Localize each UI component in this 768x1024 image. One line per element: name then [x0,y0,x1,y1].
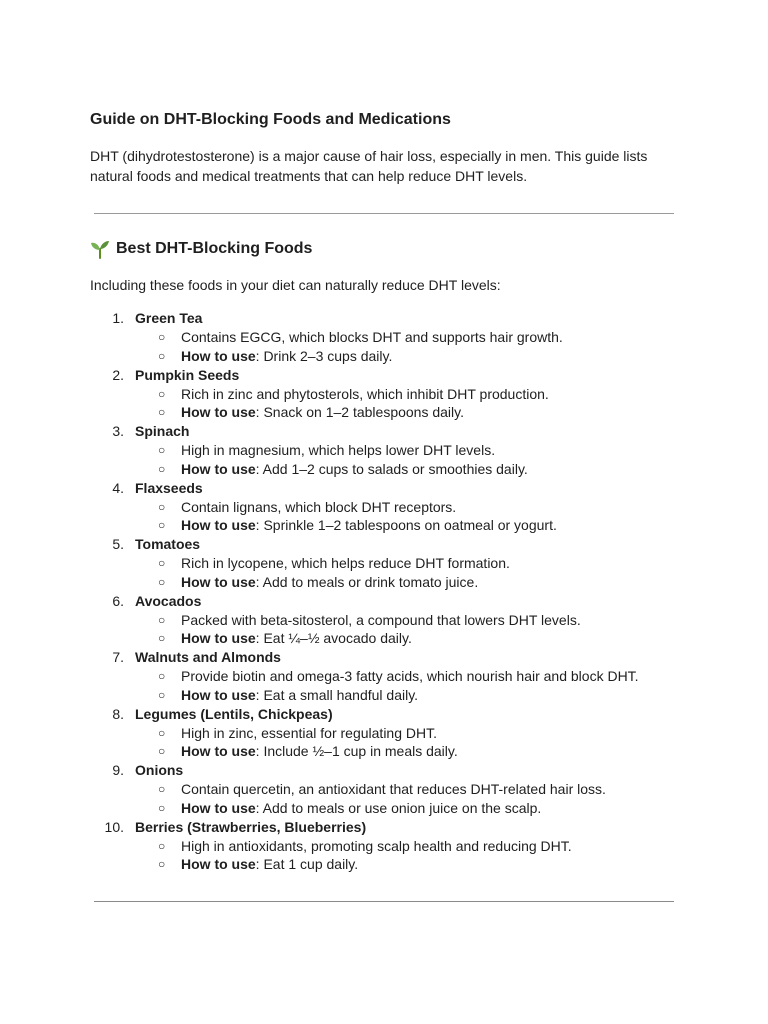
how-to-use-label: How to use [181,799,256,816]
food-detail [158,441,496,460]
bullet-circle-icon: ○ [158,518,166,532]
list-number: 9. [112,762,124,778]
list-number: 7. [112,649,124,665]
seedling-icon [90,239,116,259]
list-item [0,366,768,423]
food-list [0,309,768,874]
list-item [0,705,768,762]
bullet-circle-icon: ○ [158,330,166,344]
list-item [0,592,768,649]
document-title: Guide on DHT-Blocking Foods and Medications [90,111,451,128]
food-detail-text: Contain lignans, which block DHT receptors. [181,498,457,515]
divider-top [94,213,674,214]
list-number: 10. [104,818,124,835]
how-to-use-label: How to use [181,686,256,703]
how-to-use-text: : Add 1–2 cups to salads or smoothies daily. [255,460,528,477]
how-to-use-label: How to use [181,573,256,590]
bullet-circle-icon: ○ [158,443,166,457]
how-to-use-label: How to use [181,517,256,533]
food-name: Pumpkin Seeds [135,366,240,383]
food-name: Berries (Strawberries, Blueberries) [135,818,367,835]
list-item [0,535,768,592]
bullet-circle-icon: ○ [158,348,166,363]
bullet-circle-icon: ○ [158,725,166,740]
food-detail-text: High in antioxidants, promoting scalp health and reducing DHT. [181,837,572,854]
food-detail-text: Provide biotin and omega-3 fatty acids, which nourish hair and block DHT. [181,668,639,684]
food-detail [158,611,581,630]
how-to-use-text: : Include ½–1 cup in meals daily. [255,743,458,759]
food-detail-text: Packed with beta-sitosterol, a compound that lowers DHT levels. [181,611,581,628]
list-item [0,479,768,536]
divider-bottom [94,901,674,902]
how-to-use-label: How to use [181,743,256,759]
how-to-use-text: : Eat 1 cup daily. [255,856,359,872]
bullet-circle-icon: ○ [158,782,166,796]
list-number: 8. [112,705,124,722]
how-to-use-text: : Eat a small handful daily. [255,686,419,703]
bullet-circle-icon: ○ [158,612,166,627]
bullet-circle-icon: ○ [158,857,166,871]
food-how-to-use [158,855,359,874]
food-how-to-use [158,573,479,592]
list-item [0,761,768,818]
bullet-circle-icon: ○ [158,574,166,589]
list-number: 1. [112,310,124,326]
food-name: Walnuts and Almonds [135,649,281,665]
list-number: 4. [112,479,124,496]
food-how-to-use [158,460,528,479]
food-how-to-use [158,742,458,761]
food-how-to-use [158,686,419,705]
food-how-to-use [158,403,464,422]
food-how-to-use [158,516,557,535]
how-to-use-text: : Snack on 1–2 tablespoons daily. [255,404,464,420]
list-number: 5. [112,536,124,552]
food-name: Avocados [135,592,202,609]
section-lead: Including these foods in your diet can naturally reduce DHT levels: [90,277,501,293]
food-detail [158,498,457,517]
food-detail-text: Contains EGCG, which blocks DHT and supports hair growth. [181,329,563,345]
list-item [0,648,768,705]
food-detail-text: High in magnesium, which helps lower DHT levels. [181,442,496,458]
how-to-use-label: How to use [181,856,256,872]
food-how-to-use [158,629,412,648]
food-detail-text: Rich in lycopene, which helps reduce DHT formation. [181,555,510,571]
list-item [0,422,768,479]
food-name: Green Tea [135,310,203,326]
bullet-circle-icon: ○ [158,838,166,853]
how-to-use-text: : Eat ¼–½ avocado daily. [255,630,412,646]
bullet-circle-icon: ○ [158,687,166,702]
how-to-use-text: : Add to meals or use onion juice on the scalp. [255,799,542,816]
food-how-to-use [158,799,542,818]
list-item [0,309,768,366]
how-to-use-label: How to use [181,404,256,420]
bullet-circle-icon: ○ [158,405,166,419]
how-to-use-text: : Drink 2–3 cups daily. [255,347,393,364]
food-detail-text: Contain quercetin, an antioxidant that reduces DHT-related hair loss. [181,781,606,797]
food-how-to-use [158,347,393,366]
how-to-use-text: : Sprinkle 1–2 tablespoons on oatmeal or yogurt. [255,517,557,533]
list-number: 3. [112,423,124,439]
food-detail [158,328,563,347]
food-name: Onions [135,762,184,778]
section-heading-text: Best DHT-Blocking Foods [116,240,313,257]
food-name: Legumes (Lentils, Chickpeas) [135,705,333,722]
bullet-circle-icon: ○ [158,669,166,683]
bullet-circle-icon: ○ [158,631,166,645]
list-item [0,818,768,875]
bullet-circle-icon: ○ [158,461,166,476]
food-detail-text: Rich in zinc and phytosterols, which inhibit DHT production. [181,385,549,402]
how-to-use-label: How to use [181,630,256,646]
food-detail [158,837,572,856]
how-to-use-text: : Add to meals or drink tomato juice. [255,573,479,590]
list-number: 2. [112,366,124,383]
food-name: Spinach [135,423,190,439]
food-detail [158,385,549,404]
food-name: Tomatoes [135,536,201,552]
bullet-circle-icon: ○ [158,744,166,758]
food-detail-text: High in zinc, essential for regulating DHT. [181,724,438,741]
food-detail [158,724,438,743]
food-detail [158,667,639,686]
food-detail [158,780,606,799]
bullet-circle-icon: ○ [158,386,166,401]
section-heading [90,238,312,260]
intro-paragraph: DHT (dihydrotestosterone) is a major cause of hair loss, especially in men. This guide lists natural foods and medical treatments that can help reduce DHT levels. [90,148,648,184]
food-name: Flaxseeds [135,479,203,496]
how-to-use-label: How to use [181,347,256,364]
how-to-use-label: How to use [181,460,256,477]
bullet-circle-icon: ○ [158,499,166,514]
bullet-circle-icon: ○ [158,800,166,815]
list-number: 6. [112,592,124,609]
bullet-circle-icon: ○ [158,556,166,570]
food-detail [158,554,510,573]
